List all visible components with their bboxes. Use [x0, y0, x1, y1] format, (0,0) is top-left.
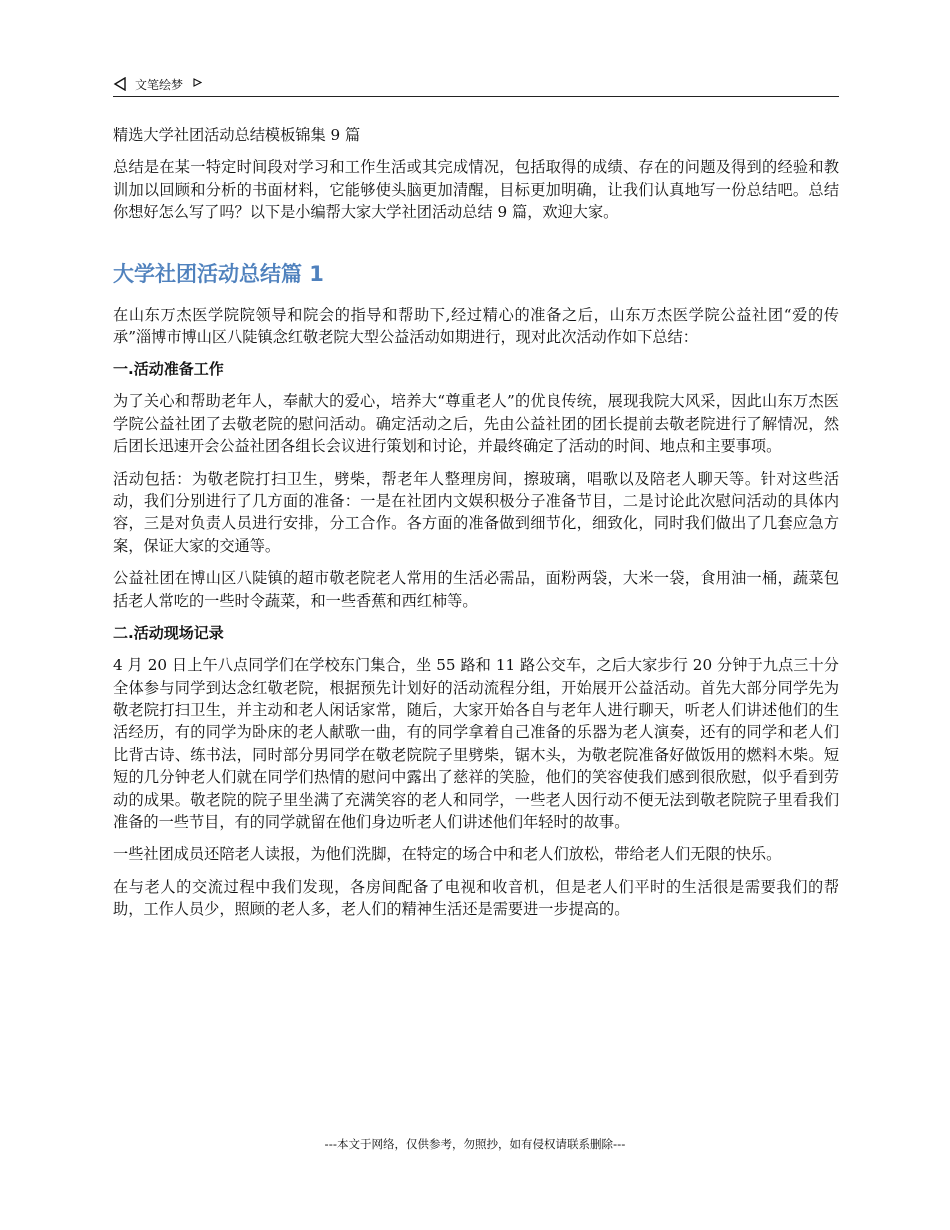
triangle-right-icon: [193, 78, 202, 87]
page-footer: ---本文于网络，仅供参考，勿照抄，如有侵权请联系删除---: [324, 1137, 626, 1151]
paragraph: 4 月 20 日上午八点同学们在学校东门集合，坐 55 路和 11 路公交车，之后大家步行 20 分钟于九点三十分全体参与同学到达念红敬老院，根据预先计划好的活动流程分组，开始展开公益活动。首先大部分同学先为敬老院打扫卫生，并主动和老人闲话家常，随后，大家开始各自与老年人进行聊天，听老人们讲述他们的生活经历，有的同学为卧床的老人献歌一曲，有的同学拿着自己准备的乐器为老人演奏，还有的同学和老人们比背古诗、练书法，同时部分男同学在敬老院院子里劈柴，锯木头，为敬老院准备好做饭用的燃料木柴。短短的几分钟老人们就在同学们热情的慰问中露出了慈祥的笑脸，他们的笑容使我们感到很欣慰，似乎看到劳动的成果。敬老院的院子里坐满了充满笑容的老人和同学，一些老人因行动不便无法到敬老院院子里看我们准备的一些节目，有的同学就留在他们身边听老人们讲述他们年轻时的故事。: [113, 656, 839, 831]
paragraph: 在山东万杰医学院院领导和院会的指导和帮助下,经过精心的准备之后，山东万杰医学院公益社团“爱的传承”淄博市博山区八陡镇念红敬老院大型公益活动如期进行，现对此次活动作如下总结：: [113, 305, 839, 347]
page-header: [113, 72, 839, 97]
paragraph: 一些社团成员还陪老人读报，为他们洗脚，在特定的场合中和老人们放松，带给老人们无限的快乐。: [113, 845, 782, 864]
subheading-onsite-record: 二.活动现场记录: [113, 624, 224, 643]
paragraph: 公益社团在博山区八陡镇的超市敬老院老人常用的生活必需品，面粉两袋，大米一袋，食用油一桶，蔬菜包括老人常吃的一些时令蔬菜，和一些香蕉和西红柿等。: [113, 569, 839, 610]
document-body: [113, 124, 839, 931]
paragraph: 活动包括：为敬老院打扫卫生，劈柴，帮老年人整理房间，擦玻璃，唱歌以及陪老人聊天等。针对这些活动，我们分别进行了几方面的准备：一是在社团内文娱积极分子准备节目，二是讨论此次慰问活动的具体内容，三是对负责人员进行安排，分工合作。各方面的准备做到细节化，细致化，同时我们做出了几套应急方案，保证大家的交通等。: [113, 469, 839, 555]
triangle-left-icon: [113, 77, 127, 91]
paragraph: 为了关心和帮助老年人，奉献大的爱心，培养大“尊重老人”的优良传统，展现我院大风采，因此山东万杰医学院公益社团了去敬老院的慰问活动。确定活动之后，先由公益社团的团长提前去敬老院进行了解情况，然后团长迅速开会公益社团各组长会议进行策划和讨论，并最终确定了活动的时间、地点和主要事项。: [113, 392, 839, 456]
paragraph: 在与老人的交流过程中我们发现，各房间配备了电视和收音机，但是老人们平时的生活很是需要我们的帮助，工作人员少，照顾的老人多，老人们的精神生活还是需要进一步提高的。: [113, 877, 839, 919]
intro-paragraph: 总结是在某一特定时间段对学习和工作生活或其完成情况，包括取得的成绩、存在的问题及得到的经验和教训加以回顾和分析的书面材料，它能够使头脑更加清醒，目标更加明确，让我们认真地写一份总结吧。总结你想好怎么写了吗？以下是小编帮大家大学社团活动总结 9 篇，欢迎大家。: [113, 158, 839, 222]
document-title: 精选大学社团活动总结模板锦集 9 篇: [113, 126, 361, 144]
document-page: [113, 0, 839, 1230]
subheading-preparation: 一.活动准备工作: [113, 360, 224, 379]
header-brand: 文笔绘梦: [135, 77, 184, 92]
section-title: 大学社团活动总结篇 1: [113, 261, 324, 286]
